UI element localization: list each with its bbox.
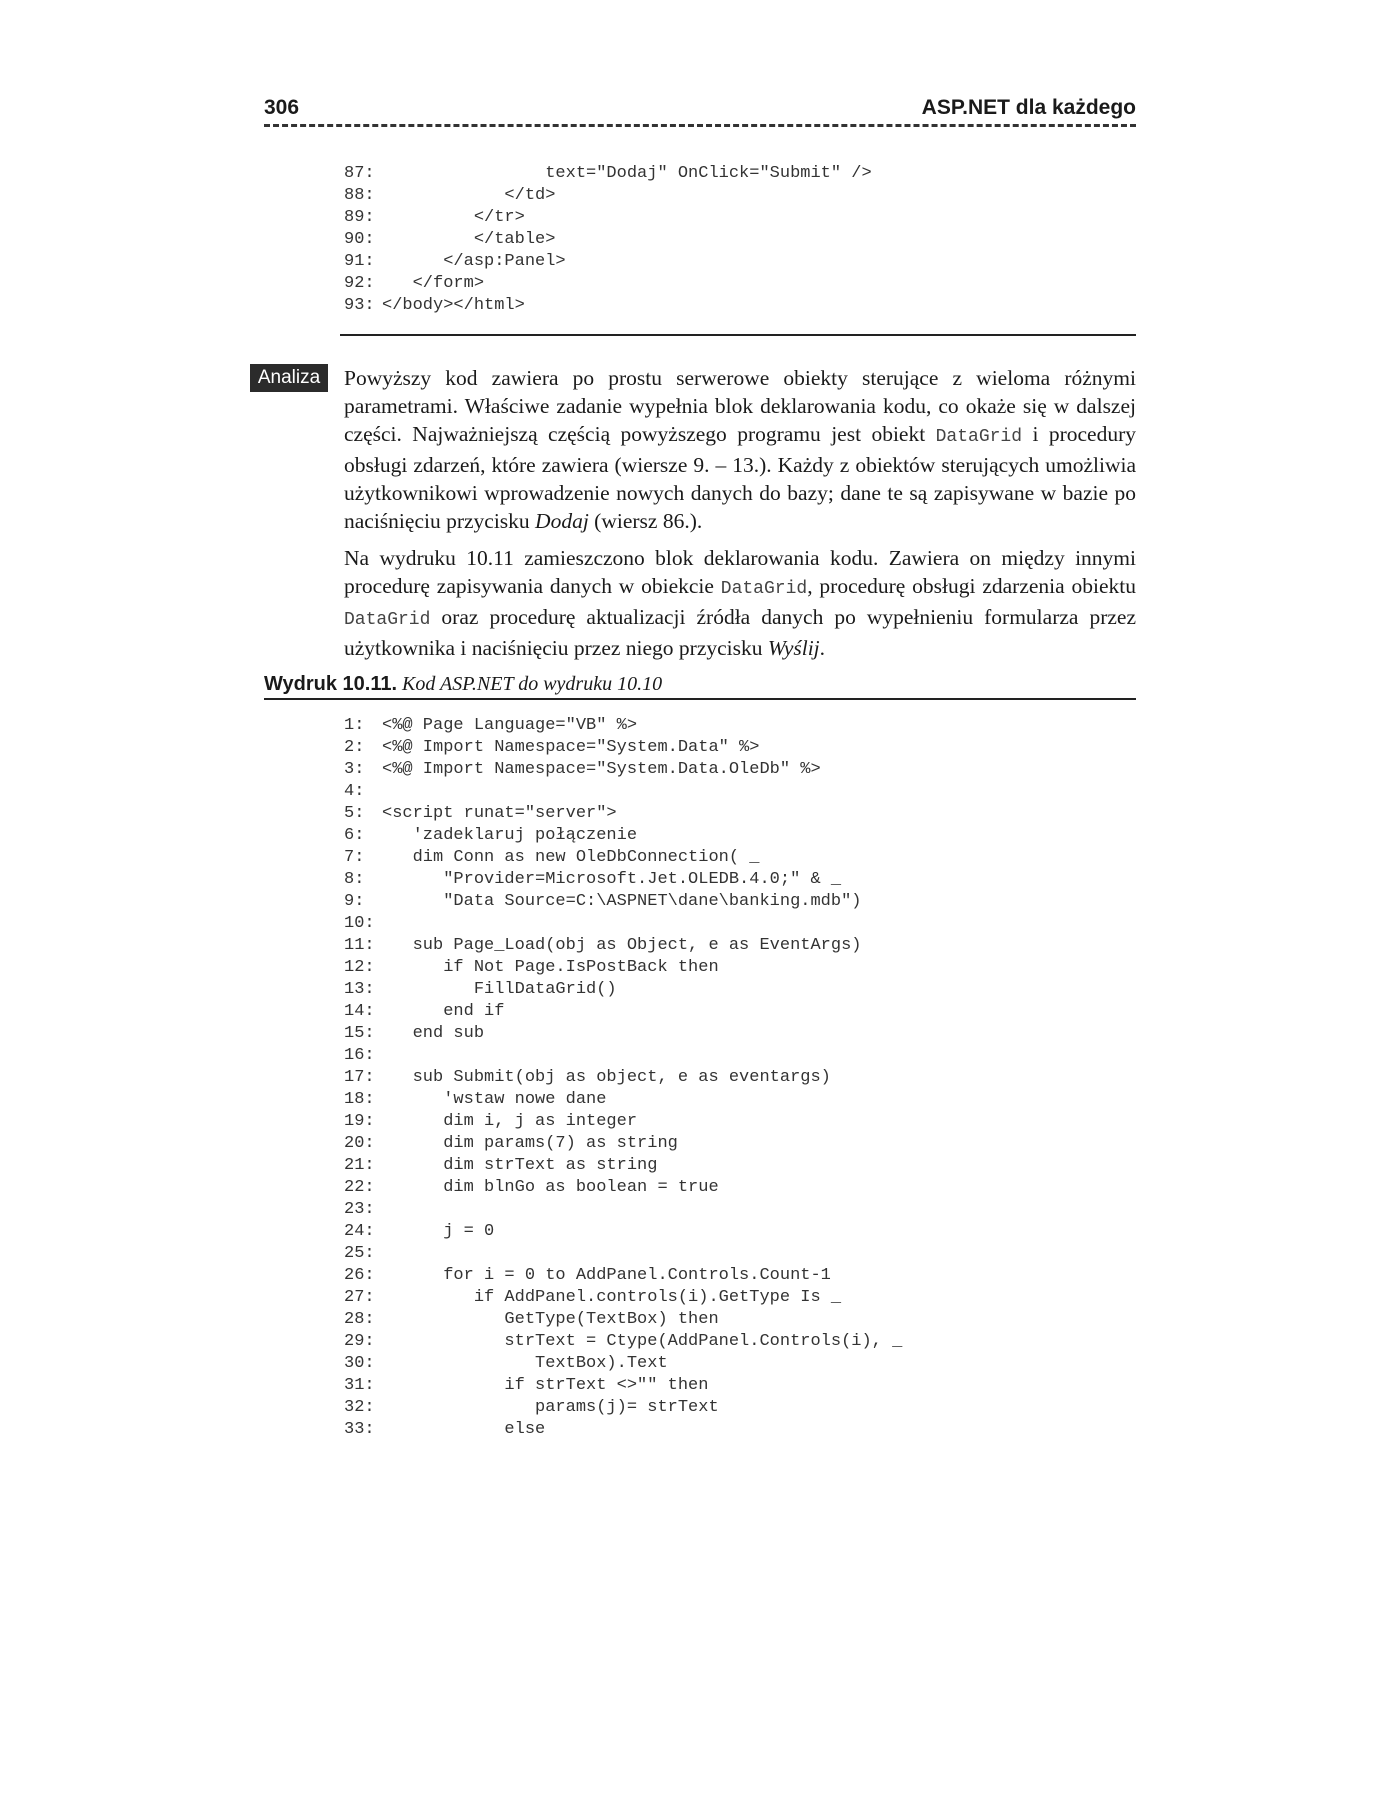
analysis-paragraph [344,364,1136,535]
line-number: 3: [344,760,365,779]
code-line [344,1001,902,1023]
line-number: 18: [344,1090,375,1109]
line-number: 17: [344,1068,375,1087]
code-line [344,825,902,847]
line-code: </tr> [382,208,525,227]
line-number: 8: [344,870,365,889]
line-number: 30: [344,1354,375,1373]
line-number: 89: [344,208,375,227]
line-number: 1: [344,716,365,735]
line-code: dim i, j as integer [382,1112,638,1131]
line-code: <script runat="server"> [382,804,617,823]
line-code: GetType(TextBox) then [382,1310,719,1329]
line-code: params(j)= strText [382,1398,719,1417]
line-number: 27: [344,1288,375,1307]
caption-rule [264,698,1136,700]
inline-code-datagrid-1: DataGrid [720,579,808,599]
line-number: 24: [344,1222,375,1241]
line-code: </body></html> [382,296,525,315]
inline-code-datagrid: DataGrid [935,427,1023,447]
line-number: 13: [344,980,375,999]
line-code: 'zadeklaruj połączenie [382,826,638,845]
code-line [344,781,902,803]
code-line [344,1265,902,1287]
line-number: 7: [344,848,365,867]
code-line [344,737,902,759]
line-number: 4: [344,782,365,801]
line-number: 6: [344,826,365,845]
header-rule [264,124,1136,127]
line-code: </table> [382,230,556,249]
line-number: 31: [344,1376,375,1395]
code-line [344,1023,902,1045]
code-line [344,1243,902,1265]
code-line [344,1199,902,1221]
code-line [344,1419,902,1441]
line-number: 88: [344,186,375,205]
line-number: 93: [344,296,375,315]
line-number: 9: [344,892,365,911]
analysis-text-2: i procedury obsługi zdarzeń, które zawiera (wiersze 9. – 13.). Każdy z obiektów sterujących umożliwia użytkownikowi wprowadzenie nowych danych do bazy; dane te są zapisywane w bazie po naciśnięciu przycisku [344,422,1136,533]
intro-paragraph [344,544,1136,662]
button-name-wyslij: Wyślij [767,636,820,660]
line-number: 28: [344,1310,375,1329]
analysis-badge: Analiza [250,364,328,392]
line-number: 12: [344,958,375,977]
code-line [344,1177,902,1199]
code-line [344,935,902,957]
code-line [344,1309,902,1331]
button-name-dodaj: Dodaj [535,509,589,533]
code-line [344,229,872,251]
line-number: 22: [344,1178,375,1197]
line-code: sub Page_Load(obj as Object, e as EventArgs) [382,936,862,955]
line-code: else [382,1420,546,1439]
code-line [344,295,872,317]
line-number: 92: [344,274,375,293]
code-line [344,715,902,737]
code-line [344,869,902,891]
intro-text-1: Na wydruku 10.11 zamieszczono blok deklarowania kodu. Zawiera on między innymi procedurę zapisywania danych w obiekcie [344,546,1136,598]
book-title: ASP.NET dla każdego [921,96,1136,119]
code-line [344,1353,902,1375]
line-code: end sub [382,1024,485,1043]
line-code: end if [382,1002,505,1021]
line-code: sub Submit(obj as object, e as eventargs) [382,1068,831,1087]
code-line [344,979,902,1001]
line-code: <%@ Import Namespace="System.Data" %> [382,738,760,757]
code-listing-continued [344,163,872,317]
code-line [344,1155,902,1177]
line-number: 29: [344,1332,375,1351]
line-number: 10: [344,914,375,933]
line-number: 2: [344,738,365,757]
code-line [344,1331,902,1353]
line-code: text="Dodaj" OnClick="Submit" /> [382,164,872,183]
line-number: 26: [344,1266,375,1285]
line-code: if Not Page.IsPostBack then [382,958,719,977]
line-number: 19: [344,1112,375,1131]
intro-text-2: , procedurę obsługi zdarzenia obiektu [807,574,1136,598]
line-code: <%@ Import Namespace="System.Data.OleDb" %> [382,760,821,779]
code-line [344,207,872,229]
line-code: </asp:Panel> [382,252,566,271]
line-code: j = 0 [382,1222,495,1241]
line-code: dim Conn as new OleDbConnection( _ [382,848,760,867]
line-code: </td> [382,186,556,205]
inline-code-datagrid-2: DataGrid [344,610,431,630]
code-line [344,1221,902,1243]
line-number: 23: [344,1200,375,1219]
listing-caption-title: Kod ASP.NET do wydruku 10.10 [402,673,663,695]
line-code: strText = Ctype(AddPanel.Controls(i), _ [382,1332,903,1351]
code-line [344,891,902,913]
line-number: 15: [344,1024,375,1043]
line-number: 20: [344,1134,375,1153]
line-code: "Data Source=C:\ASPNET\dane\banking.mdb") [382,892,862,911]
line-code: if strText <>"" then [382,1376,709,1395]
code-line [344,803,902,825]
code-listing-10-11 [344,715,902,1441]
code-line [344,847,902,869]
line-number: 32: [344,1398,375,1417]
analysis-text-1: Powyższy kod zawiera po prostu serwerowe obiekty sterujące z wieloma różnymi parametrami. Właściwe zadanie wypełnia blok deklarowania kodu, co okaże się w dalszej części. Najważniejszą częścią powyższego programu jest obiekt [344,366,1136,446]
line-code: <%@ Page Language="VB" %> [382,716,638,735]
line-number: 90: [344,230,375,249]
code-line [344,1045,902,1067]
line-number: 21: [344,1156,375,1175]
line-code: </form> [382,274,485,293]
code-line [344,163,872,185]
line-number: 91: [344,252,375,271]
line-number: 16: [344,1046,375,1065]
line-code: for i = 0 to AddPanel.Controls.Count-1 [382,1266,831,1285]
code-line [344,1089,902,1111]
code-line [344,185,872,207]
intro-text-4: . [819,636,826,660]
listing-end-rule [340,334,1136,336]
line-code: dim blnGo as boolean = true [382,1178,719,1197]
code-line [344,1375,902,1397]
line-code: dim strText as string [382,1156,658,1175]
code-line [344,251,872,273]
intro-text-3: oraz procedurę aktualizacji źródła danych po wypełnieniu formularza przez użytkownika i naciśnięciu przez niego przycisku [344,605,1136,660]
code-line [344,913,902,935]
line-number: 25: [344,1244,375,1263]
listing-caption-label: Wydruk 10.11. [264,673,398,695]
code-line [344,1067,902,1089]
code-line [344,759,902,781]
code-line [344,273,872,295]
line-code: "Provider=Microsoft.Jet.OLEDB.4.0;" & _ [382,870,842,889]
line-code: FillDataGrid() [382,980,617,999]
code-line [344,1287,902,1309]
code-line [344,1111,902,1133]
line-code: TextBox).Text [382,1354,668,1373]
code-line [344,957,902,979]
line-code: if AddPanel.controls(i).GetType Is _ [382,1288,842,1307]
analysis-text-3: (wiersz 86.). [588,509,703,533]
code-line [344,1133,902,1155]
line-code: 'wstaw nowe dane [382,1090,607,1109]
page-number: 306 [264,96,300,119]
listing-caption [264,673,1136,696]
line-number: 87: [344,164,375,183]
line-number: 5: [344,804,365,823]
line-code: dim params(7) as string [382,1134,678,1153]
code-line [344,1397,902,1419]
line-number: 14: [344,1002,375,1021]
line-number: 33: [344,1420,375,1439]
line-number: 11: [344,936,375,955]
